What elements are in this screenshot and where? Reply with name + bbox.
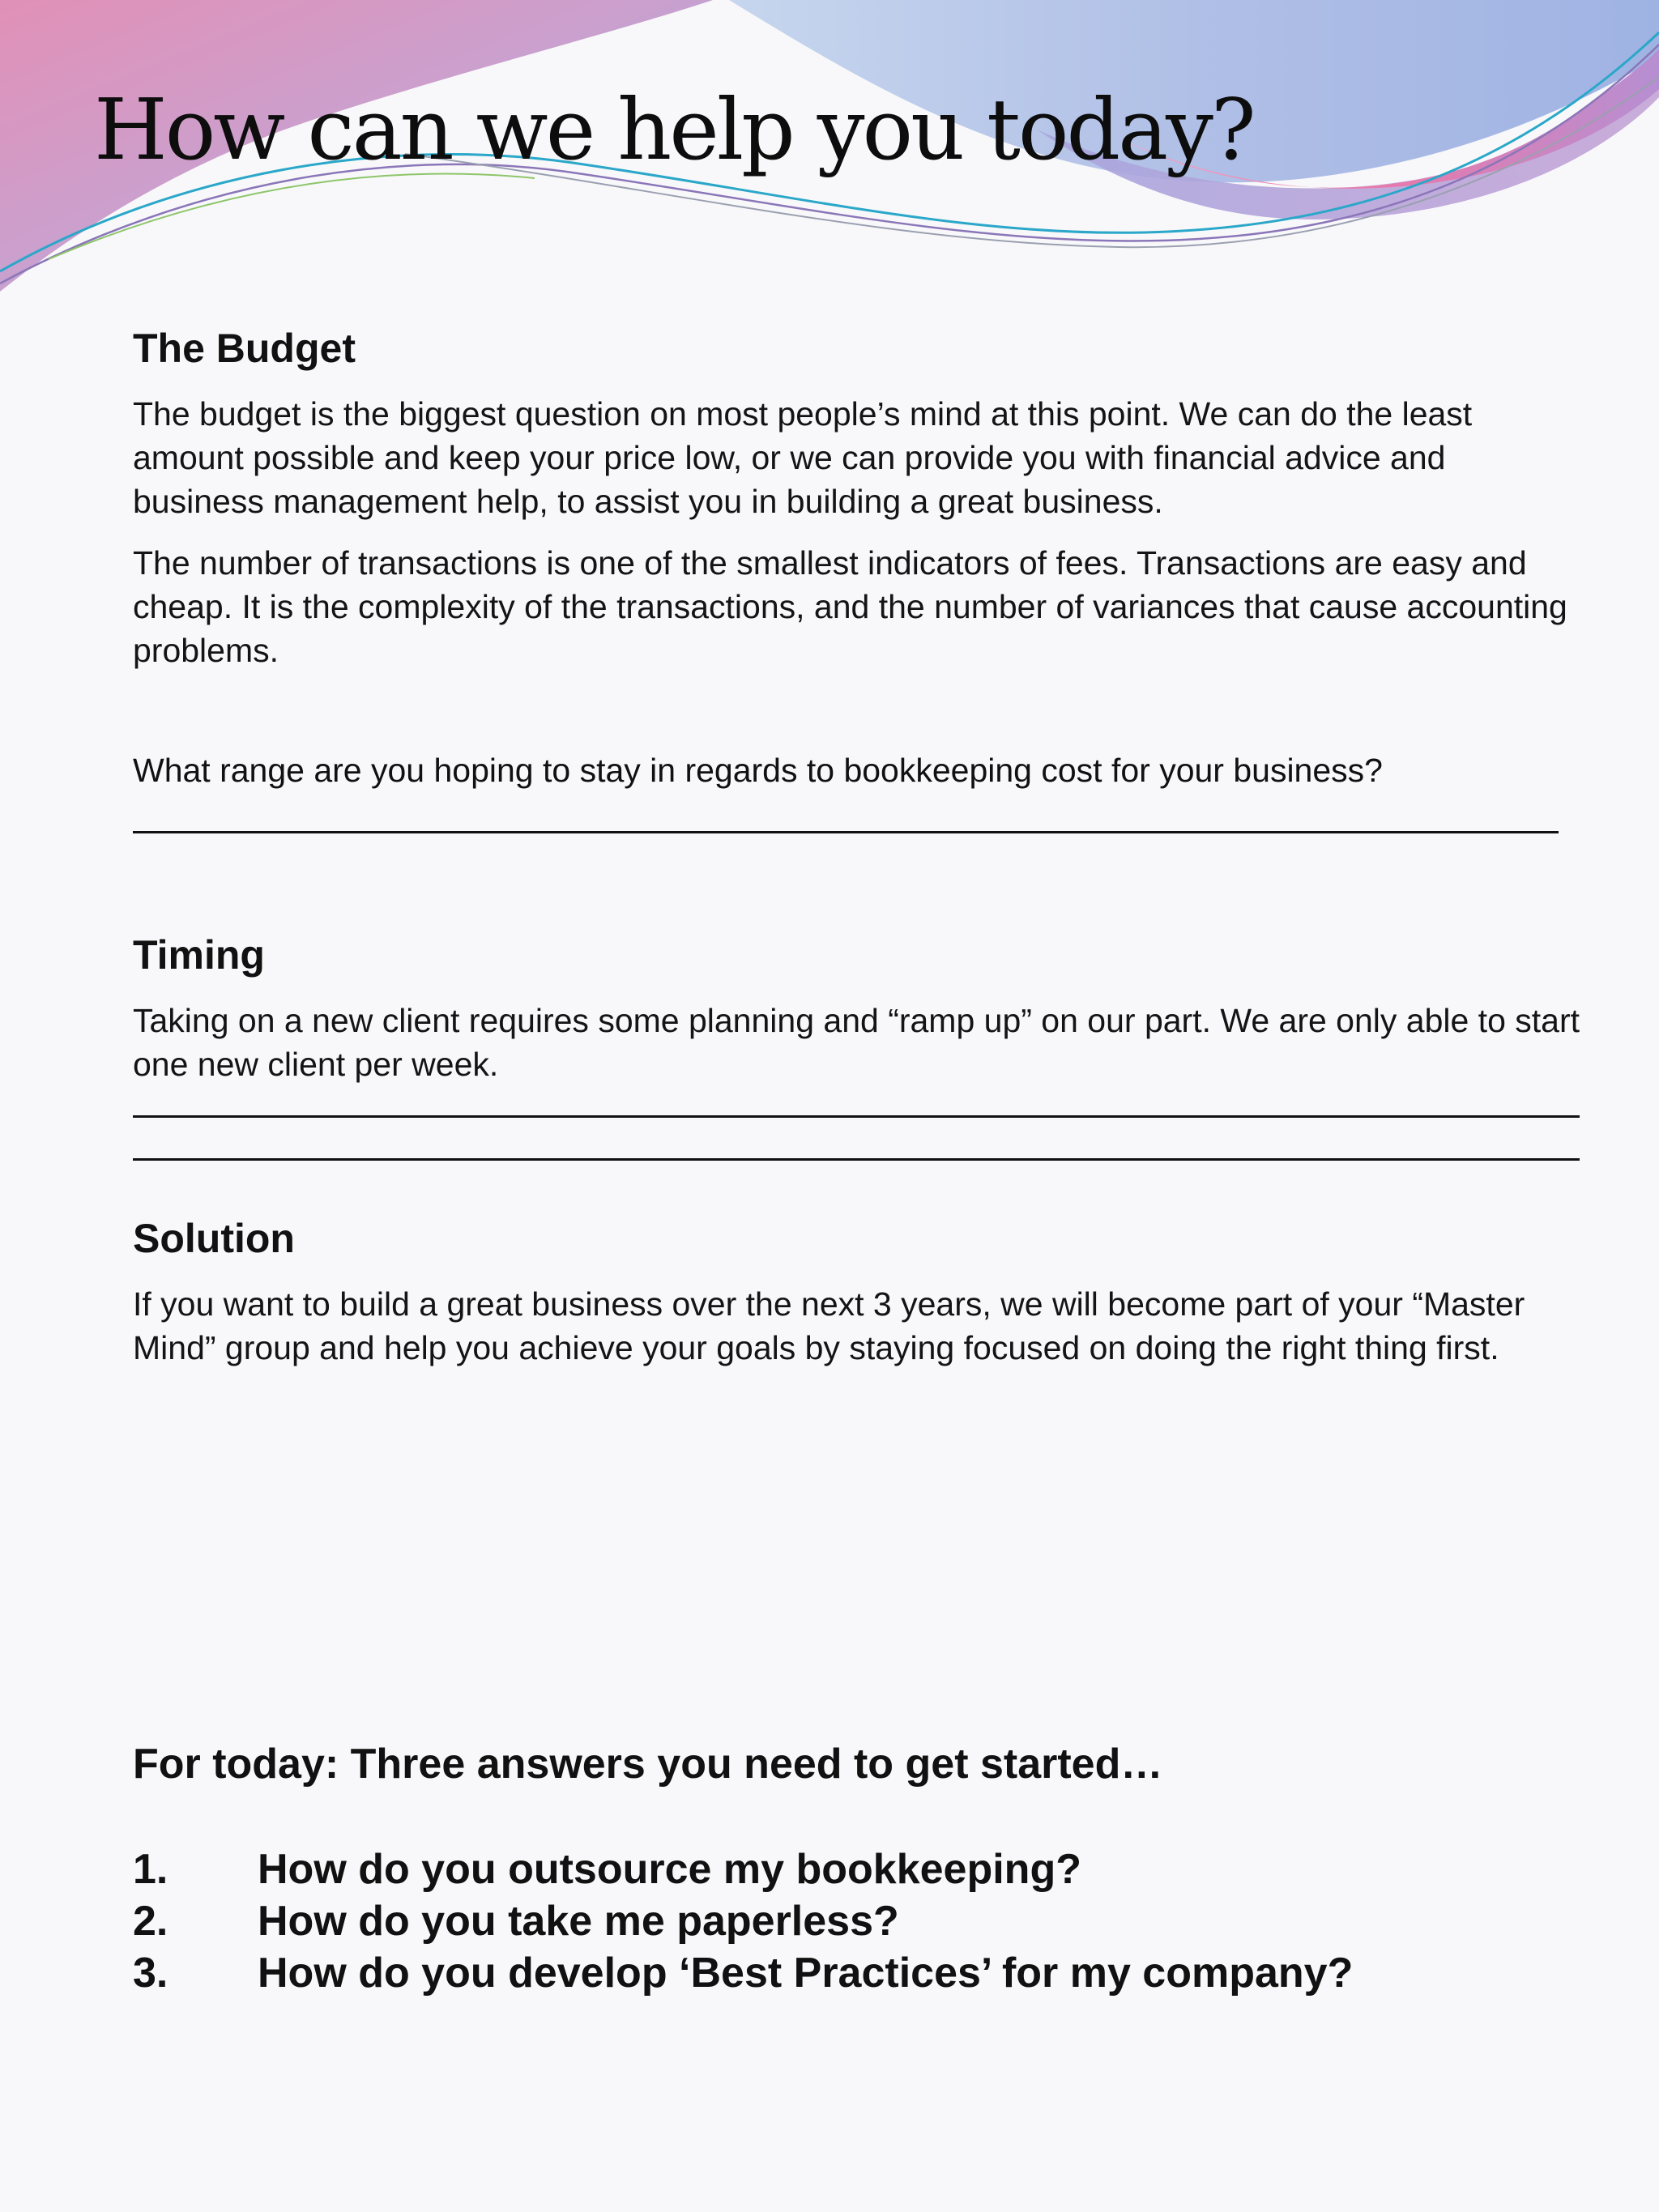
list-item [133, 1895, 1353, 1947]
list-item-number: 2. [133, 1898, 168, 1945]
main-content [133, 324, 1583, 1387]
solution-paragraph: If you want to build a great business over the next 3 years, we will become part of your “Master Mind” group and help you achieve your goals by staying focused on doing the right thing first. [133, 1285, 1525, 1366]
today-heading: For today: Three answers you need to get started… [133, 1741, 1163, 1788]
timing-answer-lines [133, 1115, 1583, 1161]
timing-section [133, 931, 1583, 1161]
list-item-text: How do you take me paperless? [258, 1898, 899, 1945]
timing-heading: Timing [133, 932, 265, 978]
solution-heading: Solution [133, 1216, 295, 1261]
list-item-number: 3. [133, 1950, 168, 1997]
timing-paragraph: Taking on a new client requires some planning and “ramp up” on our part. We are only able to start one new client per week. [133, 1002, 1580, 1083]
list-item [133, 1947, 1353, 1999]
budget-section [133, 324, 1583, 833]
budget-heading: The Budget [133, 326, 356, 371]
timing-answer-line-2[interactable] [133, 1158, 1580, 1161]
budget-question: What range are you hoping to stay in regards to bookkeeping cost for your business? [133, 752, 1383, 789]
list-item-number: 1. [133, 1846, 168, 1893]
budget-paragraph-1: The budget is the biggest question on most people’s mind at this point. We can do the least amount possible and keep your price low, or we can provide you with financial advice and business management help, to assist you in building a great business. [133, 395, 1473, 520]
timing-answer-line-1[interactable] [133, 1115, 1580, 1118]
budget-paragraph-2: The number of transactions is one of the smallest indicators of fees. Transactions are easy and cheap. It is the complexity of the transactions, and the number of variances that cause accounting problems. [133, 544, 1567, 669]
list-item-text: How do you outsource my bookkeeping? [258, 1846, 1081, 1893]
today-answers-list [133, 1843, 1353, 1999]
solution-section [133, 1214, 1583, 1370]
list-item [133, 1843, 1353, 1895]
list-item-text: How do you develop ‘Best Practices’ for my company? [258, 1950, 1354, 1997]
budget-answer-line[interactable] [133, 831, 1559, 833]
page-title: How can we help you today? [94, 80, 1254, 179]
